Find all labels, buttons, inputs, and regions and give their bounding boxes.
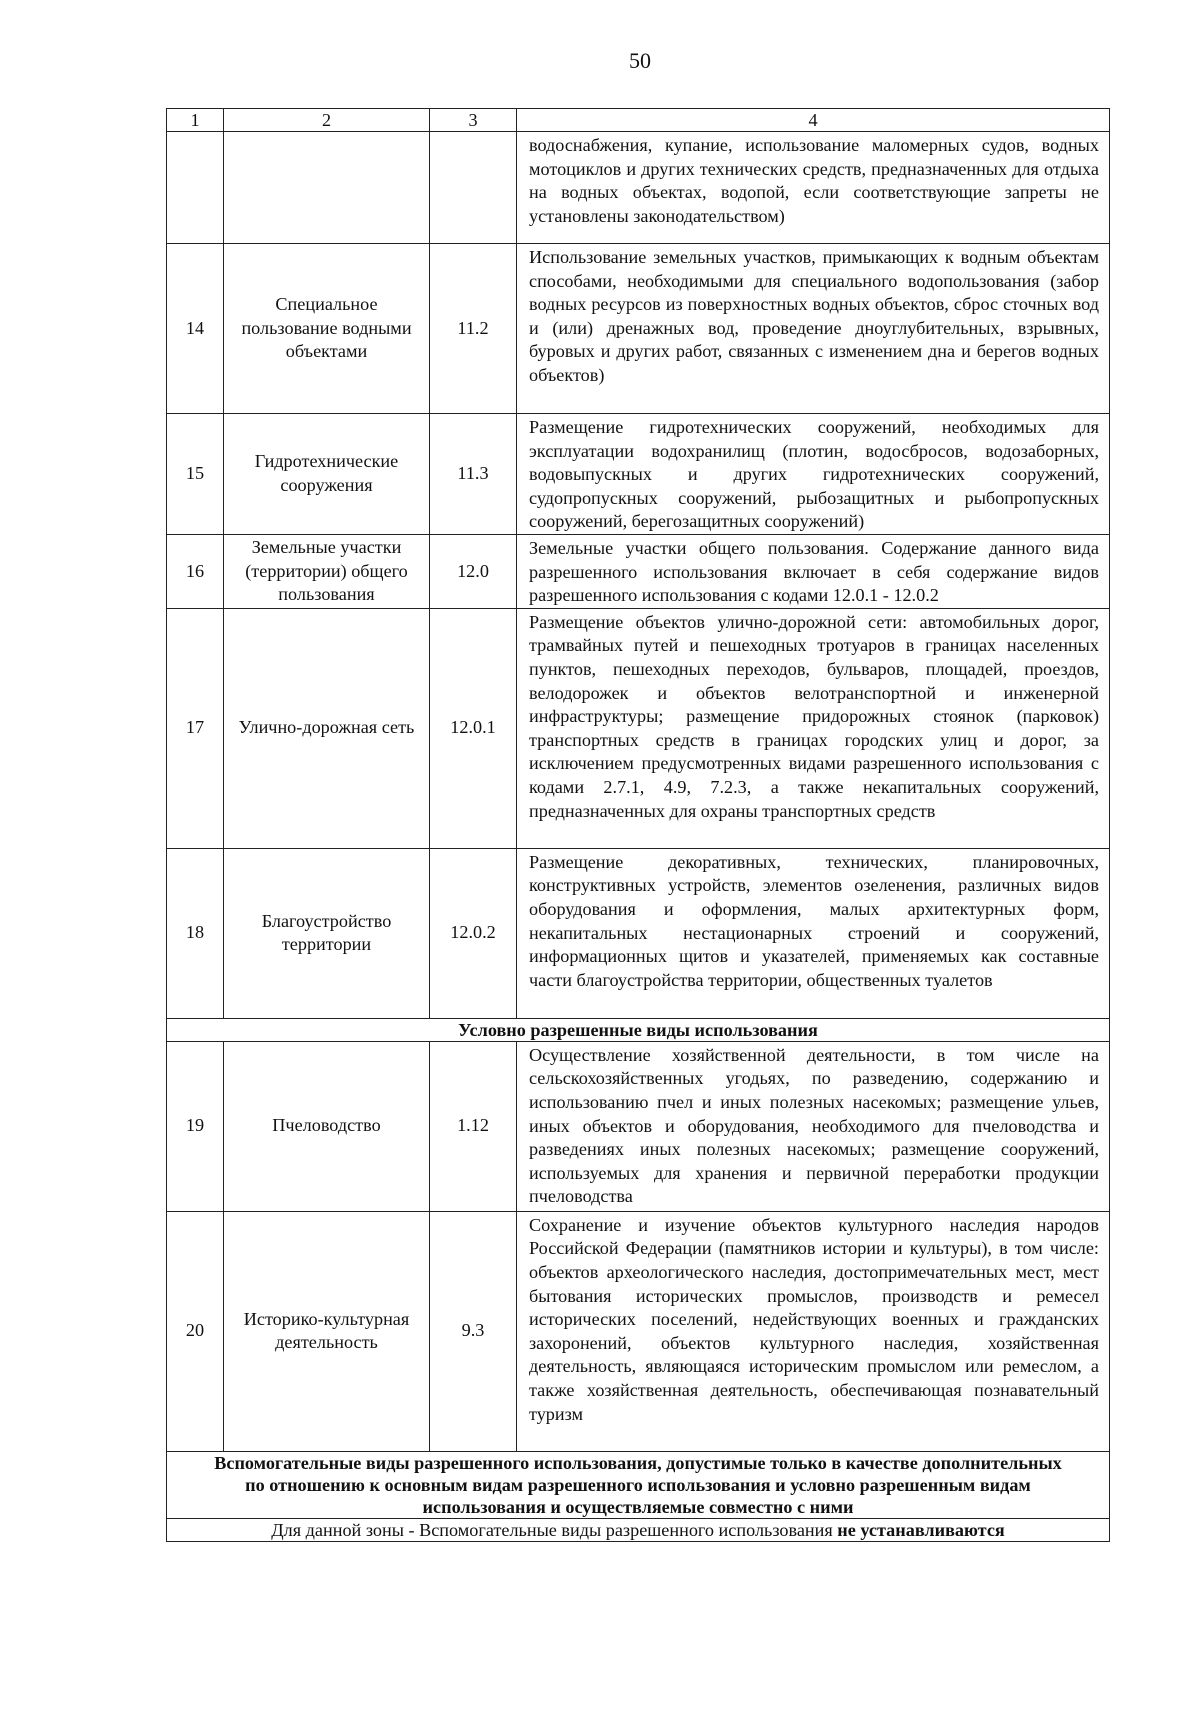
table-row bbox=[167, 244, 1110, 414]
cell-code: 11.3 bbox=[430, 414, 517, 535]
cell-number: 14 bbox=[167, 244, 224, 414]
cell-name: Пчеловодство bbox=[224, 1041, 430, 1211]
page-number: 50 bbox=[629, 48, 651, 73]
cell-name: Земельные участки (территории) общего пользования bbox=[224, 534, 430, 608]
table-row bbox=[167, 1211, 1110, 1451]
section-auxiliary-heading: Вспомогательные виды разрешенного использования, допустимые только в качестве дополнительных по отношению к основным видам разрешенного использования и условно разрешенным видам использования и осуществляемые совместно с ними bbox=[167, 1451, 1110, 1518]
cell-description: Размещение декоративных, технических, планировочных, конструктивных устройств, элементов озеленения, различных видов оборудования и оформления, малых архитектурных форм, некапитальных нестационарных строений и сооружений, информационных щитов и указателей, применяемых как составные части благоустройства территории, общественных туалетов bbox=[517, 848, 1110, 1018]
cell-description: Использование земельных участков, примыкающих к водным объектам способами, необходимыми для специального водопользования (забор водных ресурсов из поверхностных водных объектов, сброс сточных вод и (или) дренажных вод, проведение дноуглубительных, взрывных, буровых и других работ, связанных с изменением дна и берегов водных объектов) bbox=[517, 244, 1110, 414]
table-header-row bbox=[167, 109, 1110, 132]
cell-code: 1.12 bbox=[430, 1041, 517, 1211]
table-row bbox=[167, 1041, 1110, 1211]
cell-description: Осуществление хозяйственной деятельности, в том числе на сельскохозяйственных угодьях, по разведению, содержанию и использованию пчел и иных полезных насекомых; размещение ульев, иных объектов и оборудования, необходимого для пчеловодства и разведениях иных полезных насекомых; размещение сооружений, используемых для хранения и первичной переработки продукции пчеловодства bbox=[517, 1041, 1110, 1211]
table-row bbox=[167, 534, 1110, 608]
cell-code: 12.0.2 bbox=[430, 848, 517, 1018]
cell-number: 16 bbox=[167, 534, 224, 608]
cell-description: Размещение гидротехнических сооружений, необходимых для эксплуатации водохранилищ (плотин, водосбросов, водозаборных, водовыпускных и других гидротехнических сооружений, судопропускных сооружений, рыбозащитных и рыбопропускных сооружений, берегозащитных сооружений) bbox=[517, 414, 1110, 535]
section-auxiliary-row bbox=[167, 1451, 1110, 1518]
cell-number: 17 bbox=[167, 608, 224, 848]
cell-number: 15 bbox=[167, 414, 224, 535]
section-conditional-heading: Условно разрешенные виды использования bbox=[167, 1018, 1110, 1041]
footer-note bbox=[167, 1518, 1110, 1541]
cell-name: Улично-дорожная сеть bbox=[224, 608, 430, 848]
cell-code bbox=[430, 132, 517, 244]
land-use-table bbox=[166, 108, 1110, 1542]
cell-name: Гидротехнические сооружения bbox=[224, 414, 430, 535]
table-row bbox=[167, 414, 1110, 535]
cell-description: водоснабжения, купание, использование маломерных судов, водных мотоциклов и других технических средств, предназначенных для отдыха на водных объектах, водопой, если соответствующие запреты не установлены законодательством) bbox=[517, 132, 1110, 244]
cell-description: Размещение объектов улично-дорожной сети: автомобильных дорог, трамвайных путей и пешеходных тротуаров в границах населенных пунктов, пешеходных переходов, бульваров, площадей, проездов, велодорожек и объектов велотранспортной и инженерной инфраструктуры; размещение придорожных стоянок (парковок) транспортных средств в границах городских улиц и дорог, за исключением предусмотренных видами разрешенного использования с кодами 2.7.1, 4.9, 7.2.3, а также некапитальных сооружений, предназначенных для охраны транспортных средств bbox=[517, 608, 1110, 848]
footer-prefix: Для данной зоны - Вспомогательные виды разрешенного использования bbox=[271, 1519, 833, 1540]
conditional-rows bbox=[167, 1041, 1110, 1451]
column-header-code: 3 bbox=[430, 109, 517, 132]
cell-name: Специальное пользование водными объектами bbox=[224, 244, 430, 414]
cell-number: 20 bbox=[167, 1211, 224, 1451]
table-row bbox=[167, 848, 1110, 1018]
cell-description: Земельные участки общего пользования. Содержание данного вида разрешенного использования включает в себя содержание видов разрешенного использования с кодами 12.0.1 - 12.0.2 bbox=[517, 534, 1110, 608]
cell-name: Благоустройство территории bbox=[224, 848, 430, 1018]
section-conditional-row bbox=[167, 1018, 1110, 1041]
column-header-description: 4 bbox=[517, 109, 1110, 132]
footer-bold: не устанавливаются bbox=[837, 1519, 1005, 1540]
table-row bbox=[167, 608, 1110, 848]
cell-number: 18 bbox=[167, 848, 224, 1018]
cell-code: 9.3 bbox=[430, 1211, 517, 1451]
footer-row bbox=[167, 1518, 1110, 1541]
column-header-name: 2 bbox=[224, 109, 430, 132]
main-rows bbox=[167, 244, 1110, 1019]
table-row-continuation bbox=[167, 132, 1110, 244]
column-header-number: 1 bbox=[167, 109, 224, 132]
cell-code: 11.2 bbox=[430, 244, 517, 414]
cell-number: 19 bbox=[167, 1041, 224, 1211]
cell-code: 12.0 bbox=[430, 534, 517, 608]
cell-description: Сохранение и изучение объектов культурного наследия народов Российской Федерации (памятников истории и культуры), в том числе: объектов археологического наследия, достопримечательных мест, мест бытования исторических промыслов, производств и ремесел исторических поселений, недействующих военных и гражданских захоронений, объектов культурного наследия, хозяйственная деятельность, являющаяся историческим промыслом или ремеслом, а также хозяйственная деятельность, обеспечивающая познавательный туризм bbox=[517, 1211, 1110, 1451]
cell-name: Историко-культурная деятельность bbox=[224, 1211, 430, 1451]
cell-number bbox=[167, 132, 224, 244]
cell-code: 12.0.1 bbox=[430, 608, 517, 848]
cell-name bbox=[224, 132, 430, 244]
